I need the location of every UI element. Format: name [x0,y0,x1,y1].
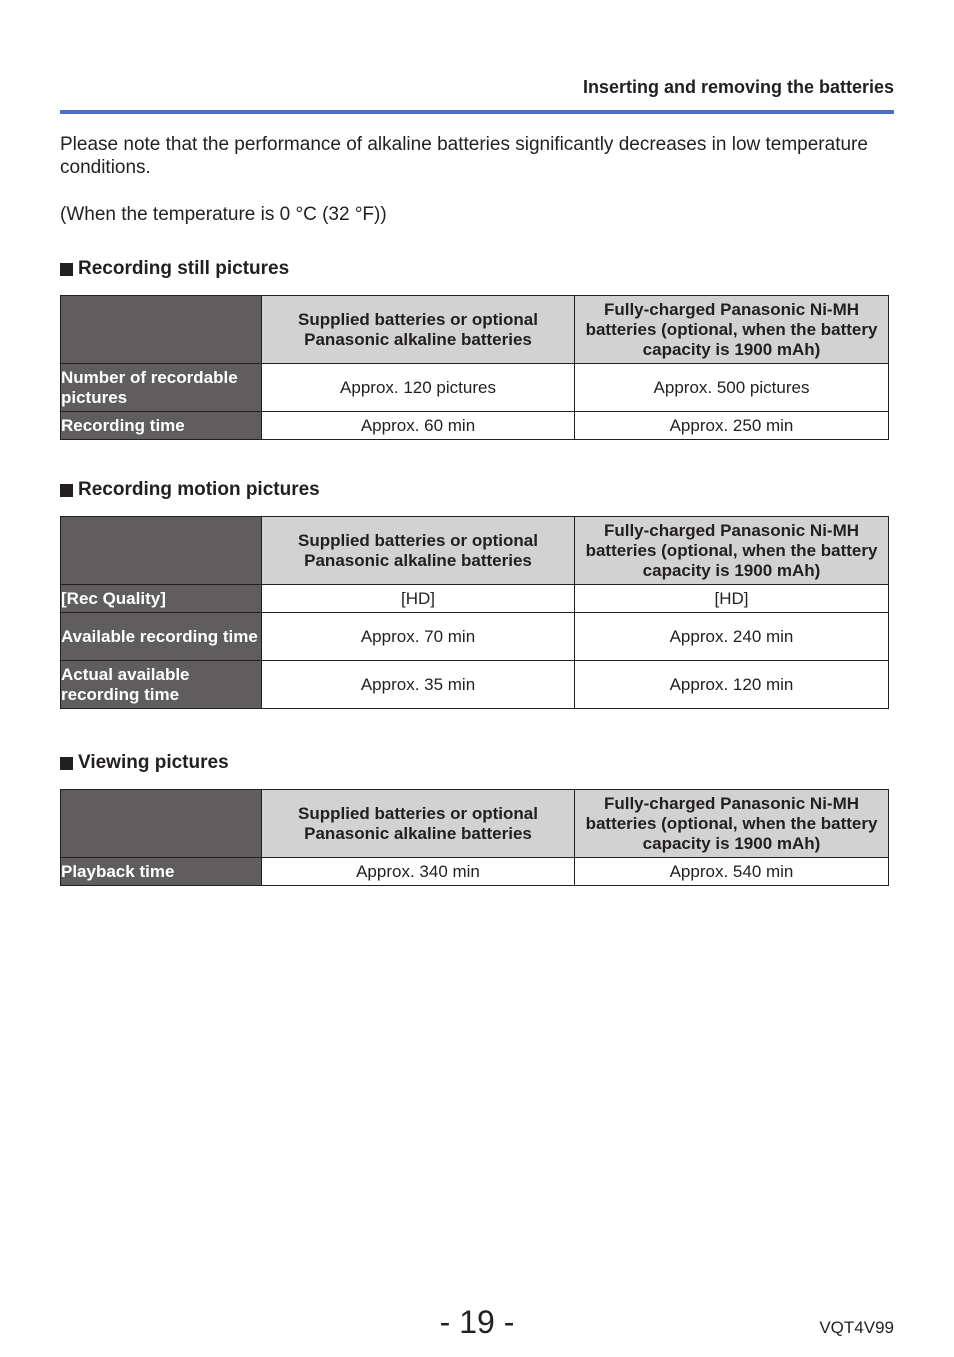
column-header-alkaline: Supplied batteries or optional Panasonic alkaline batteries [262,296,575,364]
table-row [61,858,889,886]
table-corner-cell [61,517,262,585]
motion-pictures-table [60,516,889,709]
table-header-row [61,517,889,585]
column-header-nimh: Fully-charged Panasonic Ni-MH batteries (optional, when the battery capacity is 1900 mAh) [575,296,889,364]
value-alkaline: [HD] [262,585,575,613]
black-square-icon [60,263,73,276]
value-nimh: Approx. 120 min [575,661,889,709]
value-alkaline: Approx. 340 min [262,858,575,886]
black-square-icon [60,484,73,497]
table-header-row [61,790,889,858]
section-heading-label: Recording motion pictures [78,479,320,500]
value-nimh: Approx. 500 pictures [575,364,889,412]
section-heading-still [60,258,289,280]
table-row [61,364,889,412]
intro-paragraph: Please note that the performance of alkaline batteries significantly decreases in low temperature conditions. [60,134,868,178]
column-header-alkaline: Supplied batteries or optional Panasonic alkaline batteries [262,517,575,585]
section-heading-label: Viewing pictures [78,752,229,773]
row-label: Playback time [61,858,262,886]
section-heading-viewing [60,752,229,774]
table-corner-cell [61,790,262,858]
temperature-note: (When the temperature is 0 °C (32 °F)) [60,204,387,225]
still-pictures-table [60,295,889,440]
table-row [61,412,889,440]
column-header-nimh: Fully-charged Panasonic Ni-MH batteries (optional, when the battery capacity is 1900 mAh) [575,517,889,585]
row-label: Available recording time [61,613,262,661]
header-divider [60,110,894,114]
row-label: Recording time [61,412,262,440]
value-alkaline: Approx. 70 min [262,613,575,661]
column-header-alkaline: Supplied batteries or optional Panasonic alkaline batteries [262,790,575,858]
black-square-icon [60,757,73,770]
value-nimh: [HD] [575,585,889,613]
table-corner-cell [61,296,262,364]
document-code: VQT4V99 [819,1318,894,1337]
row-label: Actual available recording time [61,661,262,709]
value-alkaline: Approx. 60 min [262,412,575,440]
value-alkaline: Approx. 35 min [262,661,575,709]
section-heading-motion [60,479,320,501]
value-nimh: Approx. 250 min [575,412,889,440]
value-alkaline: Approx. 120 pictures [262,364,575,412]
column-header-nimh: Fully-charged Panasonic Ni-MH batteries (optional, when the battery capacity is 1900 mAh) [575,790,889,858]
table-row [61,661,889,709]
table-header-row [61,296,889,364]
table-row [61,585,889,613]
row-label: Number of recordable pictures [61,364,262,412]
value-nimh: Approx. 240 min [575,613,889,661]
value-nimh: Approx. 540 min [575,858,889,886]
table-row [61,613,889,661]
viewing-pictures-table [60,789,889,886]
section-header-title: Inserting and removing the batteries [582,77,894,97]
page-number: - 19 - [439,1304,515,1340]
row-label: [Rec Quality] [61,585,262,613]
section-heading-label: Recording still pictures [78,258,290,279]
